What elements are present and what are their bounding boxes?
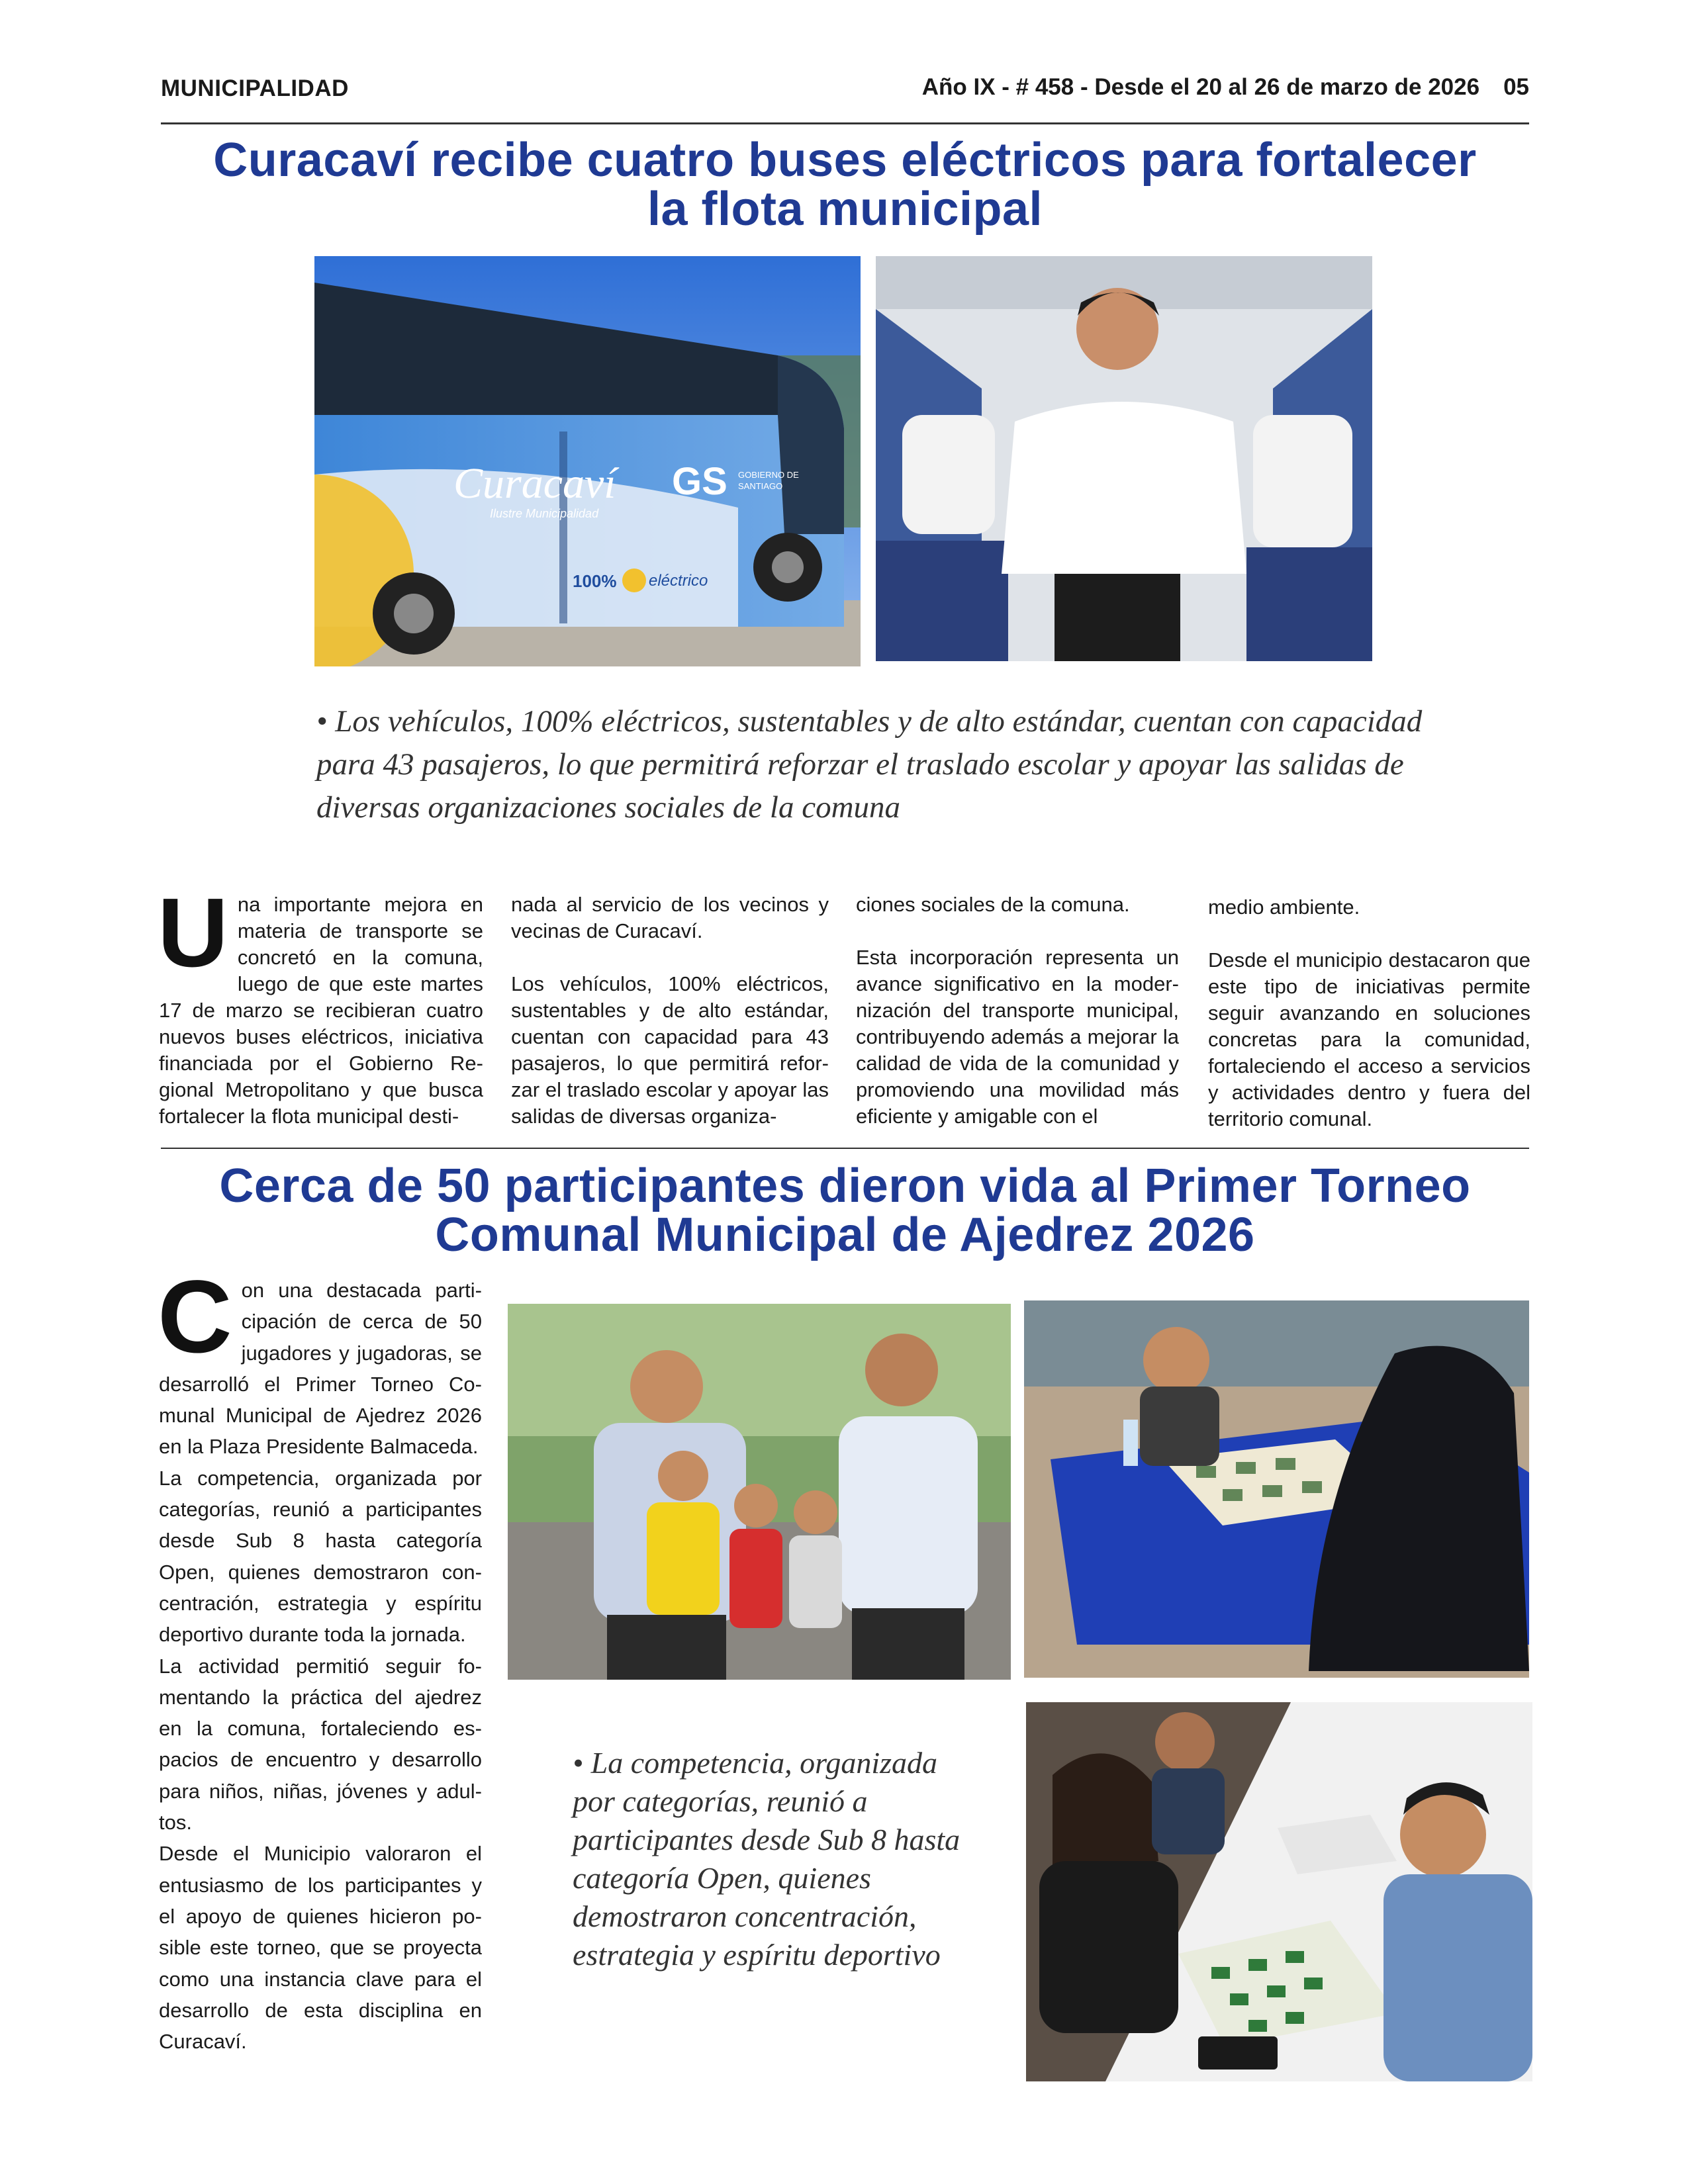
article-2-title-line-2: Comunal Municipal de Ajedrez 2026 (435, 1208, 1255, 1261)
page-number: 05 (1503, 74, 1529, 100)
article-2-dropcap: C (158, 1259, 232, 1375)
article-2-p2: La competencia, organizada por categorías, reunió a participantes desde Sub 8 hasta categoría Open, quienes demostraron concentración, estrategia y espíritu deportivo durante toda la jornada. (159, 1466, 482, 1647)
section-label: MUNICIPALIDAD (161, 75, 349, 101)
article-1-pull-quote: • Los vehículos, 100% eléctricos, sustentables y de alto estándar, cuentan con capacidad para 43 pasajeros, lo que permitirá reforzar el traslado escolar y apoyar las salidas de diversas organizaciones sociales de la comuna (316, 704, 1423, 825)
article-1-title-line-1: Curacaví recibe cuatro buses eléctricos para fortalecer (213, 134, 1477, 187)
chess-participants-group-photo (508, 1304, 1011, 1680)
article-1-column-2 (511, 891, 829, 1130)
issue-dates: Año IX - # 458 - Desde el 20 al 26 de marzo de 2026 (921, 74, 1480, 100)
article-1-dropcap: U (158, 878, 228, 987)
article-2-p1 (158, 1259, 482, 1463)
bus-brand-text: Curacaví (453, 459, 616, 508)
chess-boy-playing-photo (1024, 1300, 1529, 1678)
article-1-title (161, 136, 1529, 234)
article-2-title-line-1: Cerca de 50 participantes dieron vida al Primer Torneo (219, 1160, 1471, 1212)
electric-bus-photo (314, 256, 861, 666)
article-divider (161, 1148, 1529, 1149)
bus-gs-sub-1: GOBIERNO DE (738, 470, 799, 480)
article-2-p3: La actividad permitió seguir fomentando la práctica del ajedrez en la comuna, fortaleciendo espacios de encuentro y desarrollo para niños, niñas, jóvenes y adultos. (159, 1654, 482, 1835)
bus-electric-pct: 100% (573, 571, 617, 591)
bus-subtitle-text: Ilustre Municipalidad (490, 507, 599, 520)
article-1-column-3 (856, 891, 1179, 1130)
article-1-column-1 (158, 878, 483, 1130)
article-1-col1-text: na importante mejora en materia de transporte se concretó en la comuna, luego de que este martes 17 de marzo se recibieran cuatro nuevos buses eléctricos, iniciativa financiada por el Gobierno Regional Metropolitano y que busca fortalecer la flota municipal desti- (159, 893, 483, 1128)
article-2-p4: Desde el Municipio valoraron el entusiasmo de los participantes y el apoyo de quienes hicieron posible este torneo, que se proyecta como una instancia clave para el desarrollo de esta disciplina en Curacaví. (159, 1842, 482, 2054)
bus-electric-word: eléctrico (649, 572, 708, 590)
article-2-title (161, 1161, 1529, 1259)
article-1-col2-p2: Los vehículos, 100% eléctricos, sustentables y de alto estándar, cuentan con capacidad para 43 pasajeros, lo que permitirá reforzar el traslado escolar y apoyar las salidas de diversas organiza- (511, 972, 829, 1128)
article-1-col4-p1: medio ambiente. (1208, 895, 1360, 919)
chess-tables-photo (1026, 1702, 1532, 2081)
article-1-col4-p2: Desde el municipio destacaron que este tipo de iniciativas permite seguir avanzando en soluciones concretas para la comunidad, fortaleciendo el acceso a servicios y actividades dentro y fuera del territorio comunal. (1208, 948, 1530, 1130)
article-2-column (158, 1259, 482, 2057)
article-1-title-line-2: la flota municipal (647, 183, 1043, 236)
article-2-p1-text: on una destacada participación de cerca de 50 jugadores y jugadoras, se desarrolló el Primer Torneo Comunal Municipal de Ajedrez 2026 en la Plaza Presidente Balmaceda. (159, 1279, 482, 1459)
bus-gs-sub-2: SANTIAGO (738, 481, 783, 491)
bus-interior-photo (876, 256, 1372, 661)
header-rule (161, 122, 1529, 124)
article-1-column-4 (1208, 894, 1530, 1132)
article-1-col3-p1: ciones sociales de la comuna. (856, 893, 1130, 916)
issue-info (922, 74, 1529, 101)
bus-gs-logo: GS (672, 460, 727, 503)
article-1-col3-p2: Esta incorporación representa un avance significativo en la modernización del transporte municipal, contribuyendo además a mejorar la calidad de vida de la comunidad y promoviendo una movilidad más eficiente y amigable con el (856, 946, 1179, 1128)
article-2-pull-quote: • La competencia, organizada por categorías, reunió a participantes desde Sub 8 hasta categoría Open, quienes demostraron concentración, estrategia y espíritu deportivo (573, 1746, 961, 1972)
article-1-col2-p1: nada al servicio de los vecinos y vecinas de Curacaví. (511, 893, 829, 942)
